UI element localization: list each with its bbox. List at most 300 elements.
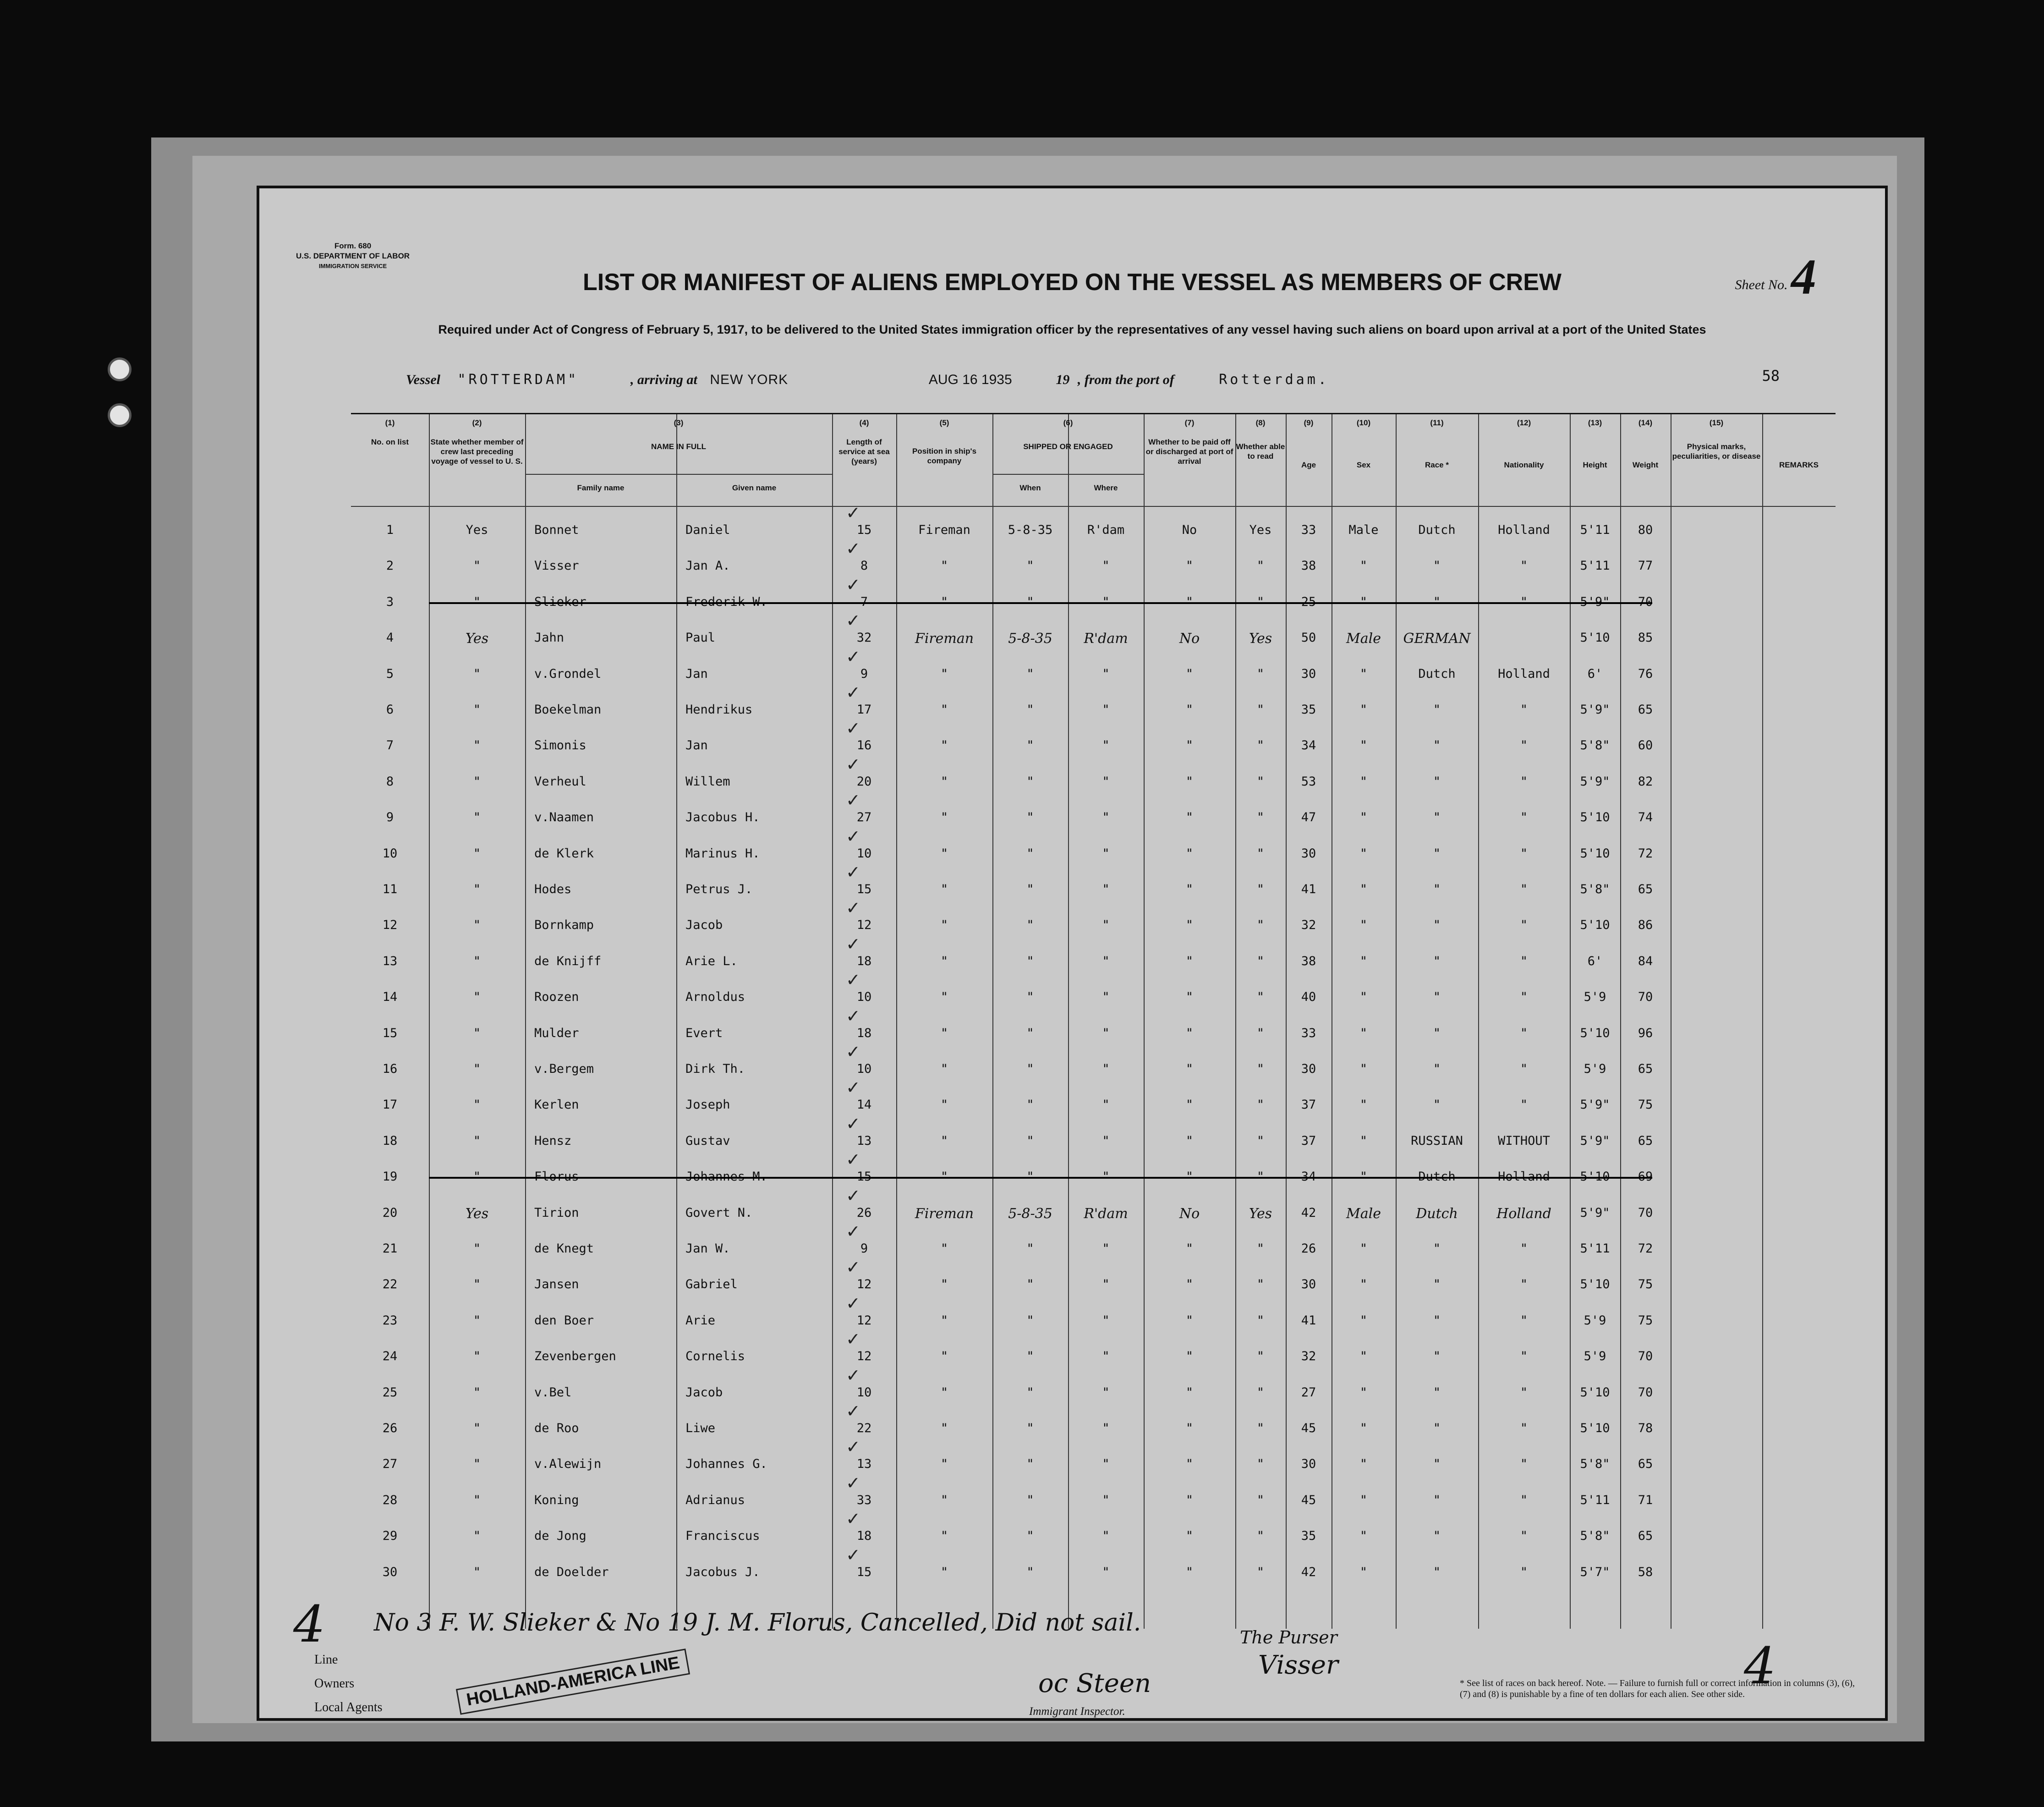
cell-position: Fireman bbox=[915, 631, 974, 647]
cell-nationality: " bbox=[1520, 990, 1528, 1005]
cell-no: 5 bbox=[386, 666, 394, 681]
local-agents-label: Local Agents bbox=[314, 1700, 383, 1714]
cell-position: " bbox=[940, 1457, 948, 1472]
cell-race: Dutch bbox=[1416, 1205, 1458, 1222]
cell-read: " bbox=[1256, 738, 1265, 753]
binder-hole-icon bbox=[108, 403, 132, 427]
cell-prev: " bbox=[473, 1313, 481, 1328]
header-height: Height bbox=[1583, 461, 1607, 469]
cell-sex: " bbox=[1359, 1277, 1368, 1292]
table-row bbox=[351, 1329, 1836, 1375]
cell-service: 15 bbox=[856, 1170, 872, 1184]
table-row bbox=[351, 1005, 1836, 1052]
cell-sex: " bbox=[1359, 846, 1368, 861]
cell-family: de Knegt bbox=[534, 1241, 594, 1256]
checkmark-icon: ✓ bbox=[846, 826, 860, 846]
cell-read: " bbox=[1256, 1565, 1265, 1579]
cell-position: " bbox=[940, 1277, 948, 1292]
cell-prev: " bbox=[473, 594, 481, 609]
cell-race: " bbox=[1433, 1493, 1441, 1507]
cell-prev: " bbox=[473, 1062, 481, 1076]
cell-paid: " bbox=[1185, 1170, 1194, 1184]
cell-family: v.Naamen bbox=[534, 810, 594, 825]
table-row bbox=[351, 1221, 1836, 1267]
cell-paid: No bbox=[1179, 631, 1200, 647]
cell-sex: " bbox=[1359, 703, 1368, 717]
cell-service: 12 bbox=[856, 918, 872, 933]
cell-prev: " bbox=[473, 1421, 481, 1435]
checkmark-icon: ✓ bbox=[846, 538, 860, 559]
cell-family: Hensz bbox=[534, 1133, 572, 1148]
cell-read: " bbox=[1256, 594, 1265, 609]
cell-prev: " bbox=[473, 1170, 481, 1184]
cell-height: 5'10 bbox=[1580, 1170, 1610, 1184]
cell-prev: " bbox=[473, 1565, 481, 1579]
cell-race: " bbox=[1433, 1062, 1441, 1076]
cell-nationality: " bbox=[1520, 846, 1528, 861]
cell-read: " bbox=[1256, 882, 1265, 896]
cell-height: 5'9 bbox=[1584, 1313, 1606, 1328]
cell-sex: " bbox=[1359, 774, 1368, 789]
table-row bbox=[351, 754, 1836, 800]
header-family-name: Family name bbox=[577, 483, 625, 492]
cell-weight: 96 bbox=[1638, 1026, 1653, 1040]
cell-sex: " bbox=[1359, 594, 1368, 609]
cell-height: 5'8" bbox=[1580, 1457, 1610, 1472]
cell-when: " bbox=[1026, 1098, 1034, 1112]
column-number: (9) bbox=[1304, 418, 1314, 427]
cell-read: " bbox=[1256, 1241, 1265, 1256]
cell-age: 30 bbox=[1301, 846, 1316, 861]
checkmark-icon: ✓ bbox=[846, 574, 860, 595]
table-row bbox=[351, 1257, 1836, 1303]
cell-race: " bbox=[1433, 1098, 1441, 1112]
cell-race: " bbox=[1433, 918, 1441, 933]
header-bottom-rule bbox=[351, 506, 1836, 507]
cell-nationality: Holland bbox=[1498, 523, 1550, 537]
cell-read: " bbox=[1256, 703, 1265, 717]
header-paid-off: Whether to be paid off or discharged at port of arrival bbox=[1145, 438, 1233, 466]
cell-service: 15 bbox=[856, 1565, 872, 1579]
column-number: (5) bbox=[939, 418, 949, 427]
cell-family: Hodes bbox=[534, 882, 572, 896]
cell-weight: 72 bbox=[1638, 1241, 1653, 1256]
cell-age: 30 bbox=[1301, 666, 1316, 681]
table-row bbox=[351, 1365, 1836, 1411]
cell-sex: " bbox=[1359, 1349, 1368, 1364]
table-row bbox=[351, 970, 1836, 1016]
footer-labels bbox=[314, 1648, 383, 1719]
cell-height: 5'8" bbox=[1580, 882, 1610, 896]
cell-position: " bbox=[940, 1493, 948, 1507]
cell-service: 18 bbox=[856, 1026, 872, 1040]
column-number: (14) bbox=[1638, 418, 1653, 427]
cell-position: " bbox=[940, 1098, 948, 1112]
cell-where: " bbox=[1102, 1062, 1110, 1076]
cell-service: 15 bbox=[856, 882, 872, 896]
cell-race: " bbox=[1433, 1529, 1441, 1543]
cell-nationality: " bbox=[1520, 1493, 1528, 1507]
cell-sex: " bbox=[1359, 559, 1368, 573]
column-number: (8) bbox=[1255, 418, 1266, 427]
cell-weight: 70 bbox=[1638, 1205, 1653, 1220]
cell-given: Frederik W. bbox=[685, 594, 767, 609]
cell-given: Willem bbox=[685, 774, 730, 789]
cell-paid: " bbox=[1185, 559, 1194, 573]
cell-service: 32 bbox=[856, 631, 872, 645]
cell-when: " bbox=[1026, 1026, 1034, 1040]
header-where: Where bbox=[1094, 483, 1118, 492]
cell-height: 5'9 bbox=[1584, 990, 1606, 1005]
checkmark-icon: ✓ bbox=[846, 503, 860, 523]
checkmark-icon: ✓ bbox=[846, 1149, 860, 1170]
form-header bbox=[296, 241, 410, 271]
cell-nationality: " bbox=[1520, 1349, 1528, 1364]
header-no-on-list: No. on list bbox=[371, 438, 409, 446]
column-number: (10) bbox=[1356, 418, 1371, 427]
column-number: (1) bbox=[385, 418, 395, 427]
cell-paid: " bbox=[1185, 703, 1194, 717]
cell-prev: " bbox=[473, 1277, 481, 1292]
cell-height: 5'10 bbox=[1580, 1421, 1610, 1435]
cell-sex: " bbox=[1359, 1565, 1368, 1579]
cell-sex: " bbox=[1359, 1493, 1368, 1507]
requirement-text: Required under Act of Congress of February 5, 1917, to be delivered to the United States immigration officer by the representatives of any vessel having such aliens on board upon arrival at a port of the United States bbox=[438, 323, 1706, 336]
cell-height: 5'10 bbox=[1580, 631, 1610, 645]
cell-no: 3 bbox=[386, 594, 394, 609]
cell-family: Jahn bbox=[534, 631, 564, 645]
cell-age: 30 bbox=[1301, 1277, 1316, 1292]
cell-paid: " bbox=[1185, 666, 1194, 681]
vessel-name: "ROTTERDAM" bbox=[457, 372, 579, 388]
cell-paid: " bbox=[1185, 846, 1194, 861]
table-row bbox=[351, 610, 1836, 656]
cell-no: 1 bbox=[386, 523, 394, 537]
cell-paid: " bbox=[1185, 1385, 1194, 1400]
cell-prev: " bbox=[473, 990, 481, 1005]
cell-where: " bbox=[1102, 774, 1110, 789]
header-physical-marks: Physical marks, peculiarities, or disease bbox=[1672, 442, 1761, 461]
cell-prev: " bbox=[473, 882, 481, 896]
cell-where: " bbox=[1102, 954, 1110, 968]
cell-race: Dutch bbox=[1418, 1170, 1456, 1184]
footer-note: * See list of races on back hereof. Note. — Failure to furnish full or correct information in columns (3), (6), (7) and (8) is punishable by a fine of ten dollars for each alien. See other side. bbox=[1460, 1678, 1855, 1699]
cell-given: Liwe bbox=[685, 1421, 716, 1435]
cell-height: 5'9" bbox=[1580, 703, 1610, 717]
cell-nationality: " bbox=[1520, 594, 1528, 609]
cell-family: Roozen bbox=[534, 990, 579, 1005]
checkmark-icon: ✓ bbox=[846, 1221, 860, 1241]
cell-family: den Boer bbox=[534, 1313, 594, 1328]
cell-age: 35 bbox=[1301, 1529, 1316, 1543]
cell-family: Tirion bbox=[534, 1205, 579, 1220]
table-row bbox=[351, 682, 1836, 728]
cell-nationality: " bbox=[1520, 1529, 1528, 1543]
table-row bbox=[351, 1437, 1836, 1483]
cell-age: 32 bbox=[1301, 1349, 1316, 1364]
cell-weight: 75 bbox=[1638, 1313, 1653, 1328]
cell-race: " bbox=[1433, 738, 1441, 753]
cell-where: " bbox=[1102, 559, 1110, 573]
checkmark-icon: ✓ bbox=[846, 718, 860, 739]
cell-where: " bbox=[1102, 1565, 1110, 1579]
cell-where: " bbox=[1102, 1133, 1110, 1148]
cell-service: 13 bbox=[856, 1133, 872, 1148]
cell-no: 16 bbox=[382, 1062, 398, 1076]
owners-label: Owners bbox=[314, 1676, 355, 1691]
cell-race: " bbox=[1433, 1241, 1441, 1256]
cell-given: Jacobus H. bbox=[685, 810, 760, 825]
margin-page-number: 4 bbox=[1744, 1637, 1776, 1695]
cell-given: Govert N. bbox=[685, 1205, 753, 1220]
cell-height: 5'7" bbox=[1580, 1565, 1610, 1579]
table-row bbox=[351, 1472, 1836, 1519]
cell-age: 45 bbox=[1301, 1421, 1316, 1435]
cell-prev: Yes bbox=[465, 1205, 489, 1222]
cell-sex: " bbox=[1359, 1421, 1368, 1435]
table-row bbox=[351, 718, 1836, 764]
cell-prev: " bbox=[473, 703, 481, 717]
cell-read: " bbox=[1256, 954, 1265, 968]
checkmark-icon: ✓ bbox=[846, 610, 860, 631]
cell-sex: " bbox=[1359, 1098, 1368, 1112]
cell-no: 22 bbox=[382, 1277, 398, 1292]
cell-position: " bbox=[940, 738, 948, 753]
cell-no: 17 bbox=[382, 1098, 398, 1112]
cell-where: R'dam bbox=[1084, 1205, 1128, 1222]
cell-weight: 70 bbox=[1638, 1349, 1653, 1364]
cell-service: 26 bbox=[856, 1205, 872, 1220]
cell-race: Dutch bbox=[1418, 523, 1456, 537]
cell-family: v.Bergem bbox=[534, 1062, 594, 1076]
cell-given: Evert bbox=[685, 1026, 723, 1040]
checkmark-icon: ✓ bbox=[846, 682, 860, 703]
cell-height: 5'11 bbox=[1580, 1241, 1610, 1256]
cell-weight: 82 bbox=[1638, 774, 1653, 789]
cell-prev: " bbox=[473, 738, 481, 753]
cell-paid: " bbox=[1185, 918, 1194, 933]
cell-paid: " bbox=[1185, 882, 1194, 896]
cell-read: " bbox=[1256, 1529, 1265, 1543]
cell-race: " bbox=[1433, 1421, 1441, 1435]
cell-nationality: " bbox=[1520, 774, 1528, 789]
cell-position: " bbox=[940, 1349, 948, 1364]
cell-family: de Klerk bbox=[534, 846, 594, 861]
cell-given: Dirk Th. bbox=[685, 1062, 745, 1076]
cell-read: " bbox=[1256, 1170, 1265, 1184]
manifest-sheet bbox=[257, 186, 1888, 1721]
cell-family: Bornkamp bbox=[534, 918, 594, 933]
cell-service: 13 bbox=[856, 1457, 872, 1472]
cell-weight: 86 bbox=[1638, 918, 1653, 933]
cell-weight: 75 bbox=[1638, 1098, 1653, 1112]
cell-read: " bbox=[1256, 1349, 1265, 1364]
cancellation-note: No 3 F. W. Slieker & No 19 J. M. Florus, Cancelled, Did not sail. bbox=[374, 1609, 1141, 1637]
cell-weight: 70 bbox=[1638, 1385, 1653, 1400]
cell-when: " bbox=[1026, 1385, 1034, 1400]
cell-paid: " bbox=[1185, 1241, 1194, 1256]
cell-age: 45 bbox=[1301, 1493, 1316, 1507]
cell-given: Jacobus J. bbox=[685, 1565, 760, 1579]
column-number: (13) bbox=[1588, 418, 1602, 427]
table-row bbox=[351, 934, 1836, 980]
cell-no: 29 bbox=[382, 1529, 398, 1543]
table-row bbox=[351, 1113, 1836, 1159]
cell-no: 24 bbox=[382, 1349, 398, 1364]
strikethrough-line bbox=[429, 1177, 1652, 1179]
cell-where: " bbox=[1102, 1098, 1110, 1112]
cell-where: " bbox=[1102, 1241, 1110, 1256]
cell-no: 11 bbox=[382, 882, 398, 896]
cell-paid: " bbox=[1185, 1349, 1194, 1364]
header-race: Race * bbox=[1425, 461, 1449, 469]
line-label: Line bbox=[314, 1653, 338, 1667]
cell-when: " bbox=[1026, 774, 1034, 789]
cell-paid: " bbox=[1185, 1529, 1194, 1543]
vessel-line bbox=[406, 372, 1329, 388]
cell-service: 10 bbox=[856, 846, 872, 861]
checkmark-icon: ✓ bbox=[846, 1544, 860, 1565]
cell-prev: Yes bbox=[465, 631, 489, 647]
cell-no: 14 bbox=[382, 990, 398, 1005]
cell-position: " bbox=[940, 954, 948, 968]
table-row bbox=[351, 826, 1836, 872]
column-number: (3) bbox=[674, 418, 684, 427]
checkmark-icon: ✓ bbox=[846, 1005, 860, 1026]
cell-race: RUSSIAN bbox=[1411, 1133, 1463, 1148]
table-row bbox=[351, 1509, 1836, 1554]
cell-sex: " bbox=[1359, 666, 1368, 681]
cell-age: 38 bbox=[1301, 954, 1316, 968]
cell-race: " bbox=[1433, 1349, 1441, 1364]
cell-read: " bbox=[1256, 1493, 1265, 1507]
table-row bbox=[351, 898, 1836, 944]
cell-read: " bbox=[1256, 1062, 1265, 1076]
table-row bbox=[351, 538, 1836, 584]
cell-read: " bbox=[1256, 559, 1265, 573]
cell-age: 42 bbox=[1301, 1565, 1316, 1579]
left-margin-page-number: 4 bbox=[293, 1595, 325, 1653]
header-weight: Weight bbox=[1632, 461, 1659, 469]
cell-sex: " bbox=[1359, 954, 1368, 968]
cell-position: " bbox=[940, 1565, 948, 1579]
cell-nationality: " bbox=[1520, 918, 1528, 933]
cell-read: " bbox=[1256, 1098, 1265, 1112]
cell-age: 33 bbox=[1301, 1026, 1316, 1040]
checkmark-icon: ✓ bbox=[846, 898, 860, 918]
cell-service: 10 bbox=[856, 990, 872, 1005]
cell-race: " bbox=[1433, 846, 1441, 861]
cell-prev: " bbox=[473, 846, 481, 861]
cell-age: 34 bbox=[1301, 738, 1316, 753]
cell-age: 41 bbox=[1301, 882, 1316, 896]
cell-where: " bbox=[1102, 666, 1110, 681]
cell-family: Simonis bbox=[534, 738, 586, 753]
cell-weight: 78 bbox=[1638, 1421, 1653, 1435]
cell-when: 5-8-35 bbox=[1008, 631, 1052, 647]
checkmark-icon: ✓ bbox=[846, 1113, 860, 1134]
purser-label: The Purser bbox=[1240, 1627, 1337, 1648]
cell-where: " bbox=[1102, 1421, 1110, 1435]
cell-family: de Doelder bbox=[534, 1565, 609, 1579]
cell-where: " bbox=[1102, 990, 1110, 1005]
cell-when: " bbox=[1026, 1565, 1034, 1579]
checkmark-icon: ✓ bbox=[846, 934, 860, 954]
vessel-label: Vessel bbox=[406, 372, 440, 387]
cell-read: " bbox=[1256, 1457, 1265, 1472]
cell-when: " bbox=[1026, 1493, 1034, 1507]
cell-no: 12 bbox=[382, 918, 398, 933]
cell-where: " bbox=[1102, 1277, 1110, 1292]
cell-nationality: " bbox=[1520, 1062, 1528, 1076]
checkmark-icon: ✓ bbox=[846, 646, 860, 667]
cell-read: " bbox=[1256, 846, 1265, 861]
cell-service: 9 bbox=[860, 1241, 868, 1256]
cell-read: " bbox=[1256, 1385, 1265, 1400]
cell-age: 50 bbox=[1301, 631, 1316, 645]
cell-family: v.Grondel bbox=[534, 666, 602, 681]
cell-read: " bbox=[1256, 918, 1265, 933]
column-number: (6) bbox=[1063, 418, 1073, 427]
table-row bbox=[351, 790, 1836, 836]
cell-nationality: Holland bbox=[1496, 1205, 1551, 1222]
cell-service: 18 bbox=[856, 954, 872, 968]
cell-nationality: " bbox=[1520, 559, 1528, 573]
cell-position: " bbox=[940, 666, 948, 681]
cell-age: 37 bbox=[1301, 1133, 1316, 1148]
checkmark-icon: ✓ bbox=[846, 1257, 860, 1278]
cell-given: Daniel bbox=[685, 523, 730, 537]
cell-when: " bbox=[1026, 559, 1034, 573]
cell-read: " bbox=[1256, 1421, 1265, 1435]
checkmark-icon: ✓ bbox=[846, 1472, 860, 1493]
checkmark-icon: ✓ bbox=[846, 1293, 860, 1313]
cell-age: 53 bbox=[1301, 774, 1316, 789]
cell-when: " bbox=[1026, 1457, 1034, 1472]
form-department: U.S. DEPARTMENT OF LABOR bbox=[296, 252, 410, 260]
cell-position: " bbox=[940, 1313, 948, 1328]
column-number: (2) bbox=[472, 418, 482, 427]
header-when: When bbox=[1019, 483, 1041, 492]
cell-age: 33 bbox=[1301, 523, 1316, 537]
cell-weight: 65 bbox=[1638, 882, 1653, 896]
cell-no: 15 bbox=[382, 1026, 398, 1040]
cell-sex: " bbox=[1359, 1457, 1368, 1472]
cell-nationality: " bbox=[1520, 1026, 1528, 1040]
cell-when: " bbox=[1026, 1133, 1034, 1148]
cell-prev: " bbox=[473, 1385, 481, 1400]
cell-service: 16 bbox=[856, 738, 872, 753]
cell-height: 5'8" bbox=[1580, 738, 1610, 753]
cell-read: " bbox=[1256, 810, 1265, 825]
cell-position: " bbox=[940, 882, 948, 896]
cell-when: " bbox=[1026, 1349, 1034, 1364]
cell-age: 47 bbox=[1301, 810, 1316, 825]
cell-weight: 85 bbox=[1638, 631, 1653, 645]
cell-read: " bbox=[1256, 990, 1265, 1005]
cell-paid: " bbox=[1185, 1565, 1194, 1579]
checkmark-icon: ✓ bbox=[846, 1329, 860, 1350]
table-row bbox=[351, 1042, 1836, 1087]
cell-position: " bbox=[940, 1062, 948, 1076]
cell-no: 30 bbox=[382, 1565, 398, 1579]
cell-paid: " bbox=[1185, 1277, 1194, 1292]
cell-prev: " bbox=[473, 559, 481, 573]
cell-service: 12 bbox=[856, 1313, 872, 1328]
cell-when: " bbox=[1026, 703, 1034, 717]
cell-weight: 70 bbox=[1638, 594, 1653, 609]
cell-height: 5'11 bbox=[1580, 1493, 1610, 1507]
